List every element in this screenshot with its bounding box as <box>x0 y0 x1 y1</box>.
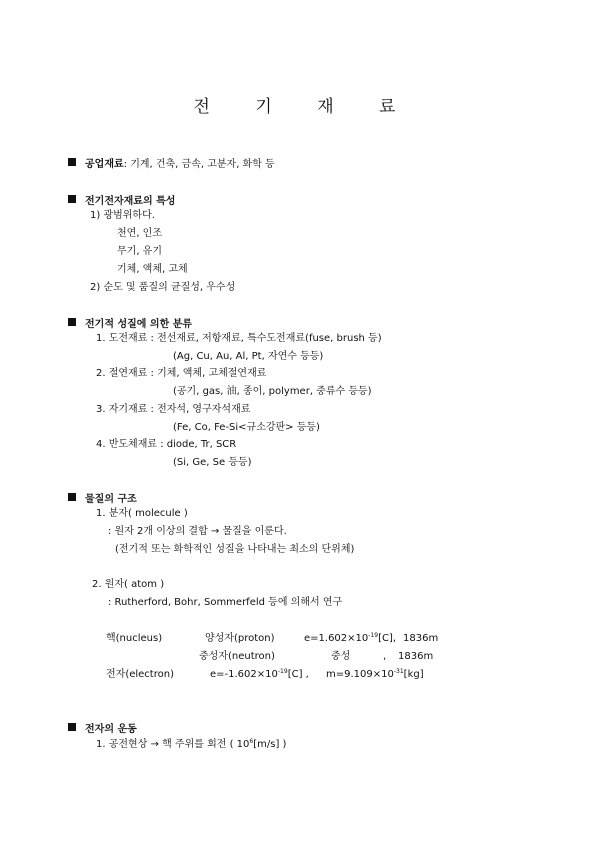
section-industrial-materials <box>68 154 568 170</box>
list-item: 1) 광범위하다. <box>90 210 155 221</box>
section-classification <box>68 314 568 330</box>
list-item: 2) 순도 및 품질의 균질성, 우수성 <box>90 282 236 293</box>
electron-label: 전자(electron) <box>106 669 174 680</box>
section-electron-motion <box>68 719 568 735</box>
section-heading: 전기적 성질에 의한 분류 <box>85 318 193 330</box>
neutron-mass: 1836m <box>398 651 434 662</box>
proton-mass: 1836m <box>403 633 439 644</box>
list-item: (공기, gas, 油, 종이, polymer, 중류수 등등) <box>173 386 372 397</box>
bullet-square-icon <box>68 318 76 326</box>
section-heading: 전자의 운동 <box>85 723 137 735</box>
page-title: 전 기 재 료 <box>193 97 416 117</box>
bullet-square-icon <box>68 158 76 166</box>
list-item: (Si, Ge, Se 등등) <box>173 457 252 468</box>
bullet-square-icon <box>68 195 76 203</box>
list-item: 1. 도전재료 : 전선재료, 저항재료, 특수도전재료(fuse, brush 등) <box>96 333 382 344</box>
neutron-separator: , <box>383 651 387 662</box>
proton-label: 양성자(proton) <box>205 633 275 644</box>
list-item: (Ag, Cu, Au, Al, Pt, 자연수 등등) <box>173 351 324 362</box>
nucleus-label: 핵(nucleus) <box>106 633 163 644</box>
neutron-charge: 중성 <box>331 651 351 662</box>
section-structure-of-matter <box>68 489 568 505</box>
list-item: 1. 분자( molecule ) <box>96 508 188 519</box>
list-item: 3. 자기재료 : 전자석, 영구자석재료 <box>96 404 251 415</box>
list-item: 1. 공전현상 → 핵 주위를 회전 ( $10^6[m/s]$ ) <box>96 738 287 750</box>
list-item: (Fe, Co, Fe-Si<규소강판> 등등) <box>173 422 320 433</box>
list-item: : Rutherford, Bohr, Sommerfeld 등에 의해서 연구 <box>108 597 343 608</box>
list-item: : 원자 2개 이상의 결합 → 물질을 이룬다. <box>108 526 287 537</box>
bullet-square-icon <box>68 493 76 501</box>
section-heading: 물질의 구조 <box>85 493 137 505</box>
proton-charge: $e=1.602\times 10^{-19}[C]$, <box>304 632 397 644</box>
section-electrical-material-properties <box>68 191 568 207</box>
section-heading: 공업재료 <box>85 158 124 170</box>
list-item: 4. 반도체재료 : diode, Tr, SCR <box>96 439 237 450</box>
electron-charge: $e=-1.602\times 10^{-19}[C]$ , <box>210 668 309 680</box>
bullet-square-icon <box>68 723 76 731</box>
neutron-label: 중성자(neutron) <box>199 651 275 662</box>
list-item: 2. 절연재료 : 기체, 액체, 고체절연재료 <box>96 368 267 379</box>
electron-mass: $m=9.109\times 10^{-31}[kg]$ <box>326 668 424 680</box>
section-heading: 전기전자재료의 특성 <box>85 195 176 207</box>
list-item: 2. 원자( atom ) <box>92 579 165 590</box>
list-item: (전기적 또는 화학적인 성질을 나타내는 최소의 단위체) <box>115 544 355 555</box>
list-item: 천연, 인조 <box>117 228 162 239</box>
section-inline-text: : 기계, 건축, 금속, 고분자, 화학 등 <box>123 158 275 170</box>
list-item: 무기, 유기 <box>117 246 162 257</box>
list-item: 기체, 액체, 고체 <box>117 264 188 275</box>
